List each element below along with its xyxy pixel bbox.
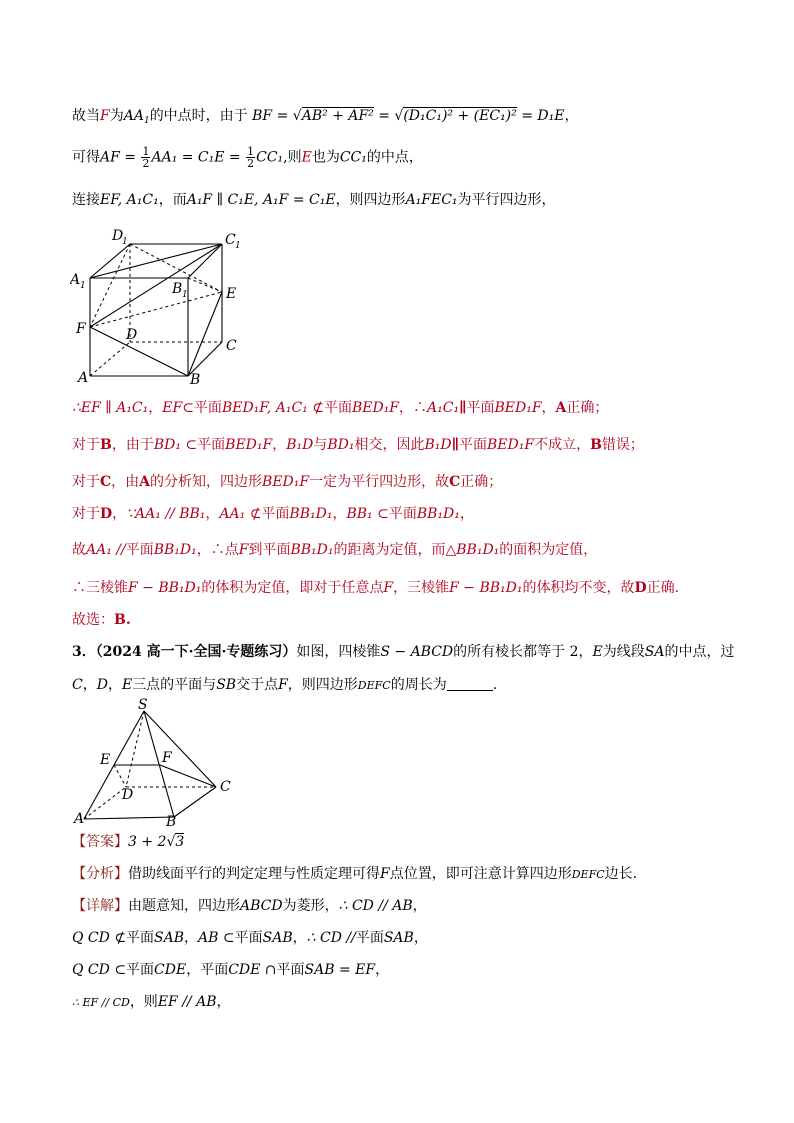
text-line-8: 故AA₁ //平面BB₁D₁，∴点F到平面BB₁D₁的距离为定值，而△BB₁D₁的面积为定值， bbox=[72, 542, 598, 558]
answer-blank bbox=[447, 676, 493, 691]
label-c: C bbox=[220, 779, 231, 795]
label-c: C bbox=[226, 338, 237, 354]
analysis-line: 【分析】借助线面平行的判定定理与性质定理可得F点位置，即可注意计算四边形DEFC边长. bbox=[72, 866, 638, 882]
text-line-5: 对于B，由于BD₁ ⊂平面BED₁F，B₁D与BD₁相交，因此B₁D∥平面BED₁F不成立，B错误； bbox=[72, 437, 644, 453]
label-c1: C bbox=[225, 232, 236, 248]
detail-line-4: ∴ EF // CD，则EF // AB， bbox=[72, 994, 231, 1010]
label-f: F bbox=[162, 750, 172, 766]
svg-text:1: 1 bbox=[235, 241, 241, 251]
label-a: A bbox=[78, 370, 89, 386]
detail-line-3: Q CD ⊂平面CDE，平面CDE ∩平面SAB = EF， bbox=[72, 962, 390, 978]
svg-text:1: 1 bbox=[182, 290, 188, 300]
text-line-2: 可得AF = $\frac{1}{2}$ AA₁ = C₁E = $\frac{1}{2}$ CC₁,则E也为CC₁的中点， bbox=[72, 145, 423, 170]
svg-text:1: 1 bbox=[80, 281, 86, 291]
label-b1: B bbox=[172, 281, 183, 297]
label-f: F bbox=[76, 321, 86, 337]
label-b: B bbox=[166, 814, 177, 827]
edge-ad-hidden bbox=[84, 787, 126, 819]
svg-text:1: 1 bbox=[122, 237, 128, 247]
line-fe-hidden bbox=[90, 292, 222, 327]
line-fb bbox=[90, 327, 188, 376]
detail-line-1: 【详解】由题意知，四边形ABCD为菱形，∴ CD // AB， bbox=[72, 898, 427, 914]
label-d: D bbox=[126, 327, 138, 343]
text-line-9: ∴三棱锥F − BB₁D₁的体积为定值，即对于任意点F，三棱锥F − BB₁D₁的体积均不变，故D正确. bbox=[72, 580, 680, 596]
line-b1e-hidden bbox=[188, 278, 222, 292]
fraction-half: $\frac{1}{2}$ bbox=[247, 145, 255, 170]
text-line-1: 故当F为$AA_1$的中点时，由于 BF = √AB² + AF² = √(D₁C₁)² + (EC₁)² = D₁E， bbox=[72, 108, 579, 126]
edge-ab bbox=[84, 817, 174, 819]
text-line-10: 故选：B. bbox=[72, 612, 131, 628]
text-line-3: 连接EF, A₁C₁，而A₁F ∥ C₁E, A₁F = C₁E，则四边形A₁FEC₁为平行四边形， bbox=[72, 192, 556, 208]
problem-3-line-1: 3．（2024 高一下·全国·专题练习）如图，四棱锥S − ABCD的所有棱长都等于 2，E为线段SA的中点，过 bbox=[72, 644, 735, 660]
label-s: S bbox=[138, 697, 148, 713]
line-fc bbox=[160, 765, 216, 787]
edge-ad-hidden bbox=[90, 342, 130, 376]
edge-b1c1 bbox=[188, 244, 222, 278]
edge-sd-hidden bbox=[126, 711, 144, 787]
pyramid-figure bbox=[70, 697, 240, 827]
fraction-half: $\frac{1}{2}$ bbox=[142, 145, 150, 170]
problem-3-line-2: C，D，E三点的平面与SB交于点F，则四边形DEFC的周长为 . bbox=[72, 677, 498, 693]
label-e: E bbox=[226, 286, 237, 302]
line-be bbox=[188, 292, 222, 376]
label-a1: A bbox=[70, 272, 81, 288]
label-e: E bbox=[100, 752, 111, 768]
label-d: D bbox=[122, 787, 134, 803]
cube-figure bbox=[70, 222, 260, 392]
label-b: B bbox=[190, 372, 201, 388]
text-line-6: 对于C，由A的分析知，四边形BED₁F一定为平行四边形，故C正确； bbox=[72, 474, 503, 490]
line-ed-hidden bbox=[114, 765, 126, 787]
line-fc1 bbox=[90, 244, 222, 327]
answer-line: 【答案】3 + 2√3 bbox=[72, 834, 185, 850]
edge-bc bbox=[174, 787, 216, 817]
edge-bc bbox=[188, 342, 222, 376]
label-a: A bbox=[74, 811, 85, 827]
text-line-7: 对于D，∵AA₁ // BB₁，AA₁ ⊄平面BB₁D₁，BB₁ ⊂平面BB₁D₁， bbox=[72, 506, 474, 522]
label-d1: D bbox=[112, 228, 124, 244]
text-line-4: ∴EF ∥ A₁C₁，EF⊂平面BED₁F, A₁C₁ ⊄平面BED₁F，∴A₁C₁∥平面BED₁F，A正确； bbox=[72, 400, 609, 416]
detail-line-2: Q CD ⊄平面SAB，AB ⊂平面SAB，∴ CD //平面SAB， bbox=[72, 930, 428, 946]
